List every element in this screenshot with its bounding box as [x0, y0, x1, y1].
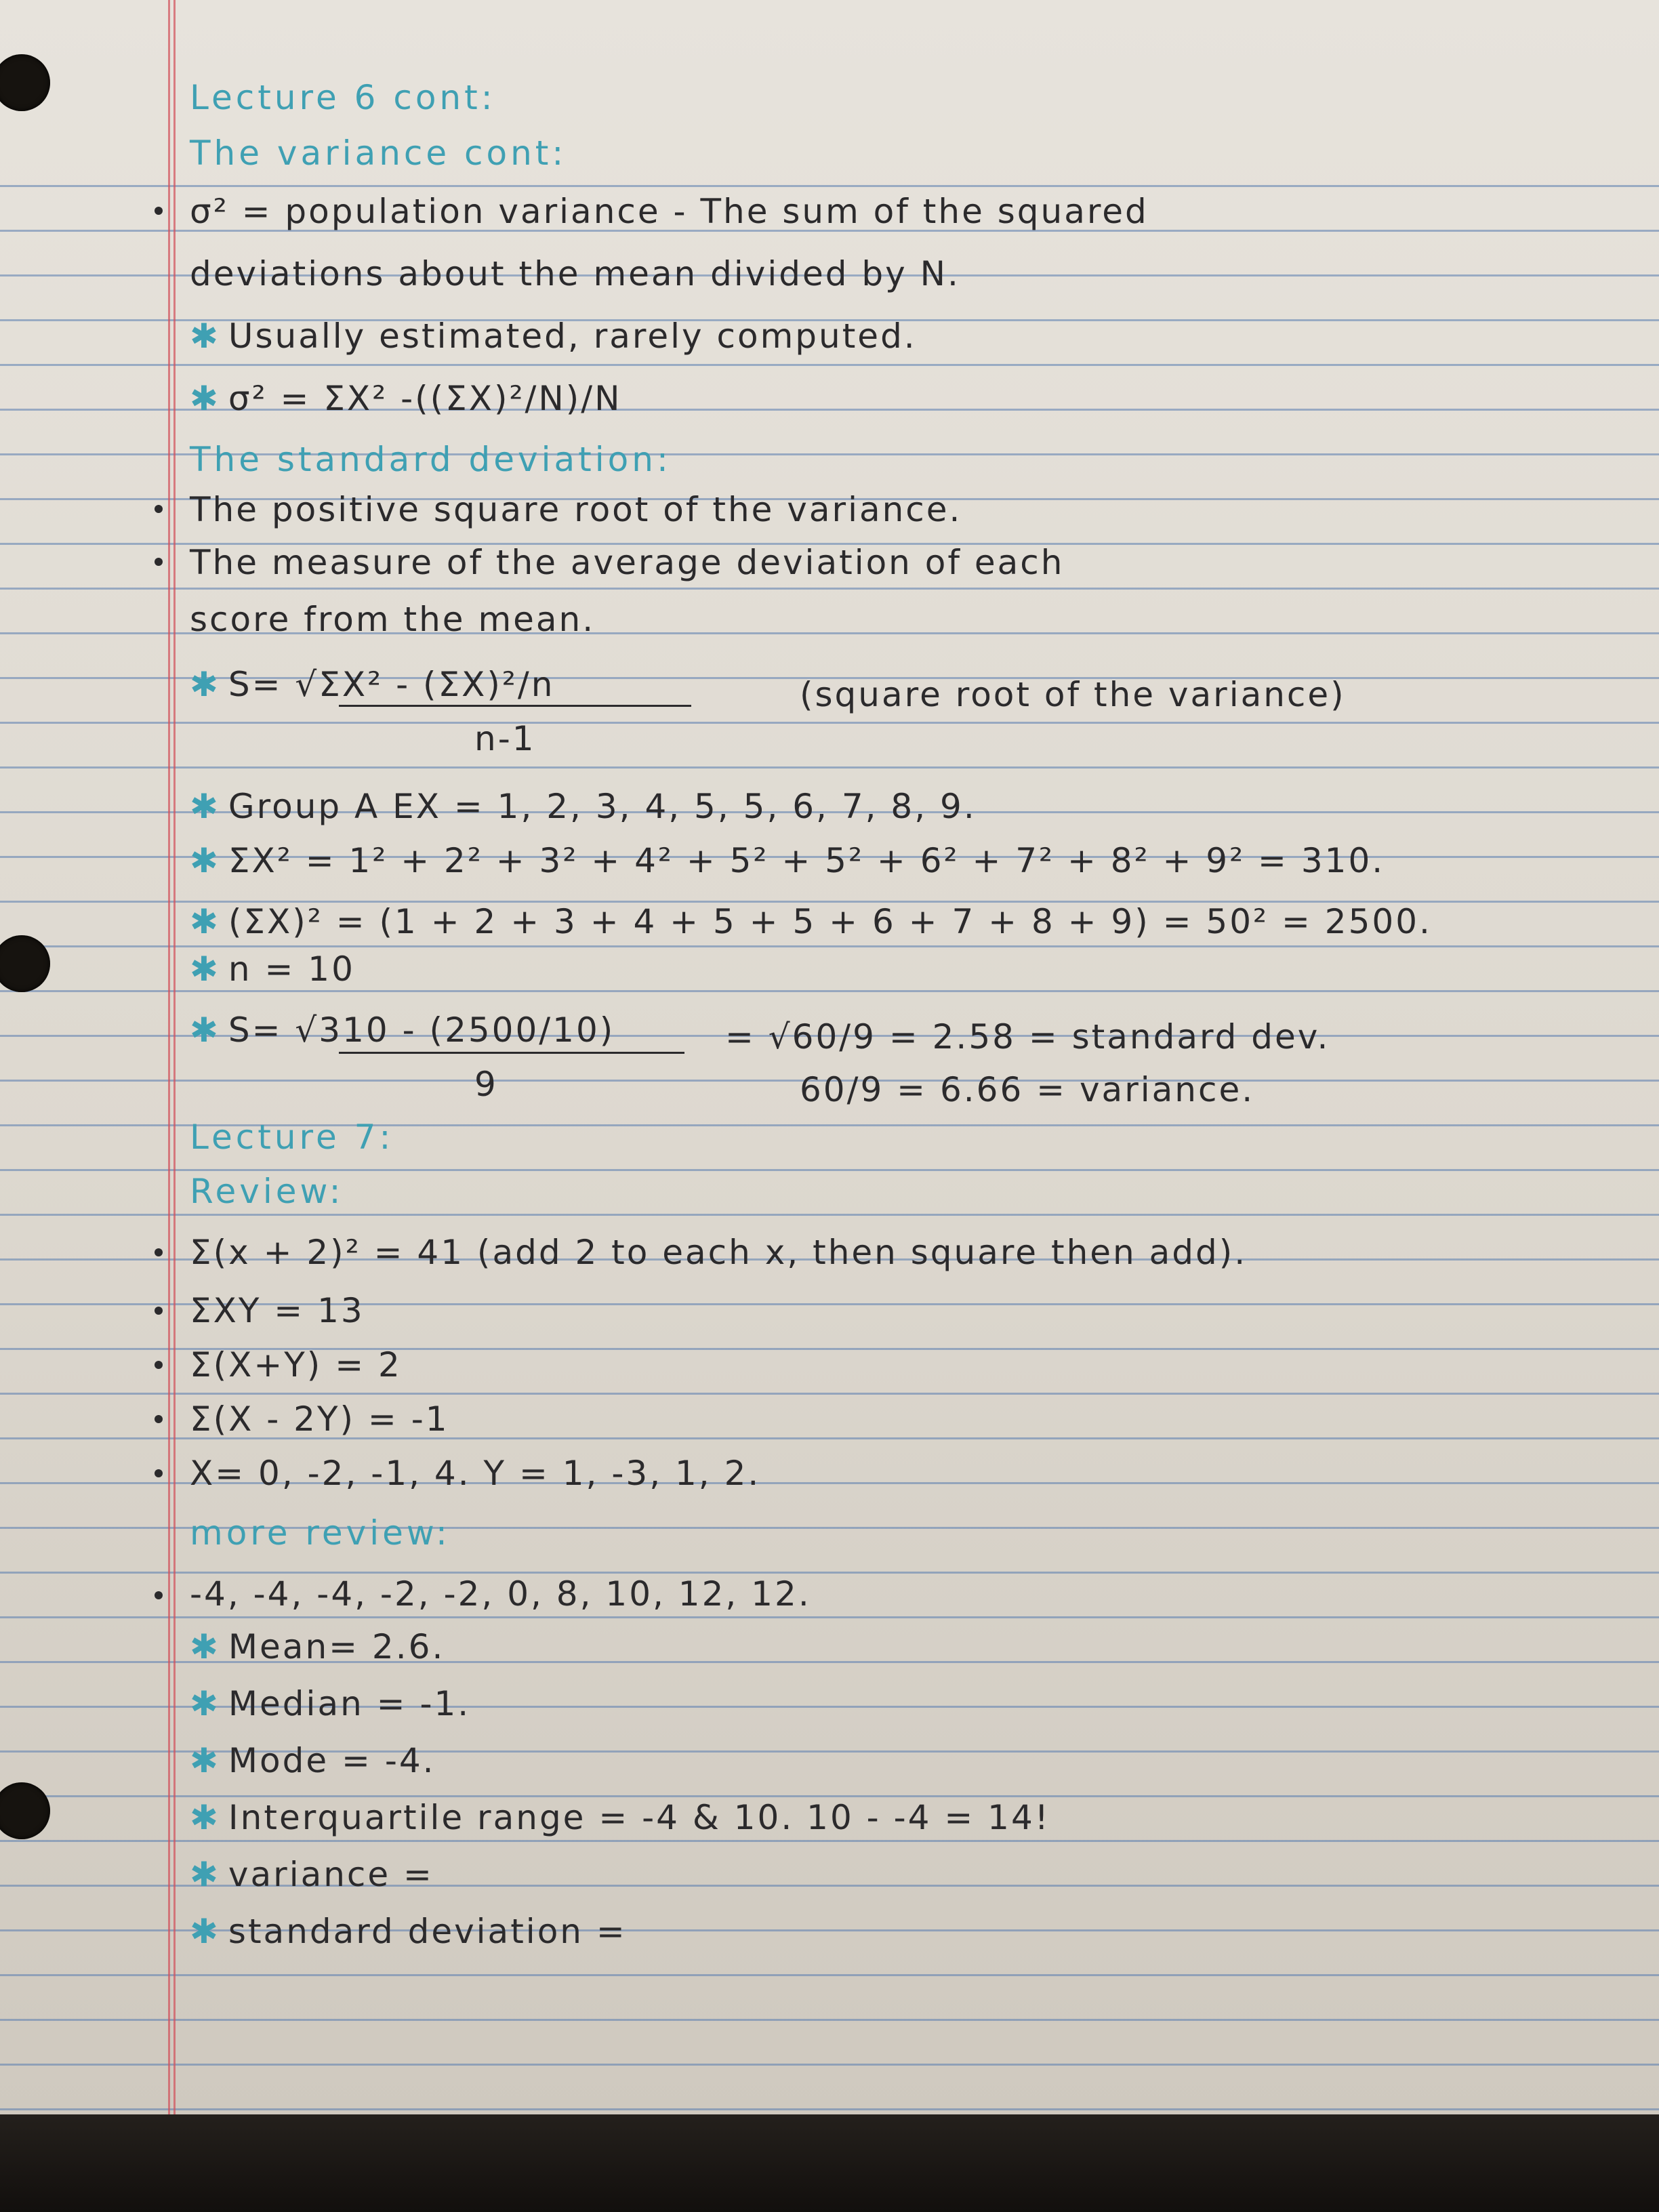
formula-line: ✱ S= √ΣX² - (ΣX)²/n	[190, 665, 555, 704]
note-line: ✱ standard deviation =	[190, 1912, 627, 1951]
asterisk-icon: ✱	[190, 902, 220, 941]
note-line: ✱ n = 10	[190, 949, 355, 989]
binder-hole	[0, 935, 50, 992]
bullet	[155, 505, 163, 513]
fraction-bar	[339, 705, 691, 707]
asterisk-icon: ✱	[190, 787, 220, 826]
asterisk-icon: ✱	[190, 1741, 220, 1780]
margin-line	[168, 0, 170, 2114]
section-heading-variance: The variance cont:	[190, 134, 567, 173]
bullet	[155, 1415, 163, 1423]
binder-hole	[0, 54, 50, 111]
bullet	[155, 1248, 163, 1256]
asterisk-icon: ✱	[190, 1912, 220, 1951]
note-line: Σ(x + 2)² = 41 (add 2 to each x, then square then add).	[190, 1233, 1248, 1272]
note-line: ✱ Mean= 2.6.	[190, 1627, 445, 1666]
lecture-title: Lecture 7:	[190, 1118, 394, 1157]
formula-denominator: n-1	[474, 719, 536, 758]
formula-line: ✱ S= √310 - (2500/10)	[190, 1010, 615, 1050]
note-line: ΣXY = 13	[190, 1291, 365, 1330]
fraction-bar	[339, 1052, 684, 1054]
note-line: -4, -4, -4, -2, -2, 0, 8, 10, 12, 12.	[190, 1574, 811, 1614]
bullet	[155, 1469, 163, 1477]
asterisk-icon: ✱	[190, 1684, 220, 1723]
formula-line: ✱ σ² = ΣX² -((ΣX)²/N)/N	[190, 379, 622, 418]
note-line: σ² = population variance - The sum of the squared	[190, 192, 1149, 231]
background-fabric	[0, 2114, 1659, 2212]
note-line: X= 0, -2, -1, 4. Y = 1, -3, 1, 2.	[190, 1454, 761, 1493]
formula-line: ✱ (ΣX)² = (1 + 2 + 3 + 4 + 5 + 5 + 6 + 7 + 8 + 9) = 50² = 2500.	[190, 902, 1432, 941]
asterisk-icon: ✱	[190, 1627, 220, 1666]
note-line: The measure of the average deviation of each	[190, 543, 1065, 582]
asterisk-icon: ✱	[190, 841, 220, 880]
asterisk-icon: ✱	[190, 1010, 220, 1050]
bullet	[155, 1307, 163, 1315]
note-line: The positive square root of the variance.	[190, 490, 962, 529]
bullet	[155, 207, 163, 215]
note-line: score from the mean.	[190, 600, 596, 639]
variance-result: 60/9 = 6.66 = variance.	[800, 1070, 1255, 1109]
binder-hole	[0, 1782, 50, 1839]
bullet	[155, 558, 163, 566]
asterisk-icon: ✱	[190, 379, 220, 418]
asterisk-icon: ✱	[190, 316, 220, 356]
note-line: ✱ Group A EX = 1, 2, 3, 4, 5, 5, 6, 7, 8, 9.	[190, 787, 977, 826]
formula-result: = √60/9 = 2.58 = standard dev.	[725, 1017, 1330, 1057]
note-line: Σ(X - 2Y) = -1	[190, 1399, 449, 1439]
section-heading-review: Review:	[190, 1172, 344, 1211]
section-heading-sd: The standard deviation:	[190, 440, 672, 479]
formula-line: ✱ ΣX² = 1² + 2² + 3² + 4² + 5² + 5² + 6² + 7² + 8² + 9² = 310.	[190, 841, 1385, 880]
note-line: deviations about the mean divided by N.	[190, 254, 960, 293]
asterisk-icon: ✱	[190, 949, 220, 989]
bullet	[155, 1361, 163, 1369]
note-line: ✱ Mode = -4.	[190, 1741, 436, 1780]
lecture-title: Lecture 6 cont:	[190, 78, 496, 117]
section-heading-more-review: more review:	[190, 1513, 451, 1553]
formula-denominator: 9	[474, 1065, 498, 1104]
margin-line	[173, 0, 176, 2114]
formula-note: (square root of the variance)	[800, 675, 1346, 714]
note-line: ✱ Interquartile range = -4 & 10. 10 - -4 = 14!	[190, 1798, 1050, 1837]
asterisk-icon: ✱	[190, 665, 220, 704]
bullet	[155, 1591, 163, 1599]
asterisk-icon: ✱	[190, 1798, 220, 1837]
note-line: ✱ Median = -1.	[190, 1684, 471, 1723]
note-line: ✱ variance =	[190, 1855, 434, 1894]
note-line: Σ(X+Y) = 2	[190, 1345, 402, 1385]
asterisk-icon: ✱	[190, 1855, 220, 1894]
note-line: ✱ Usually estimated, rarely computed.	[190, 316, 917, 356]
